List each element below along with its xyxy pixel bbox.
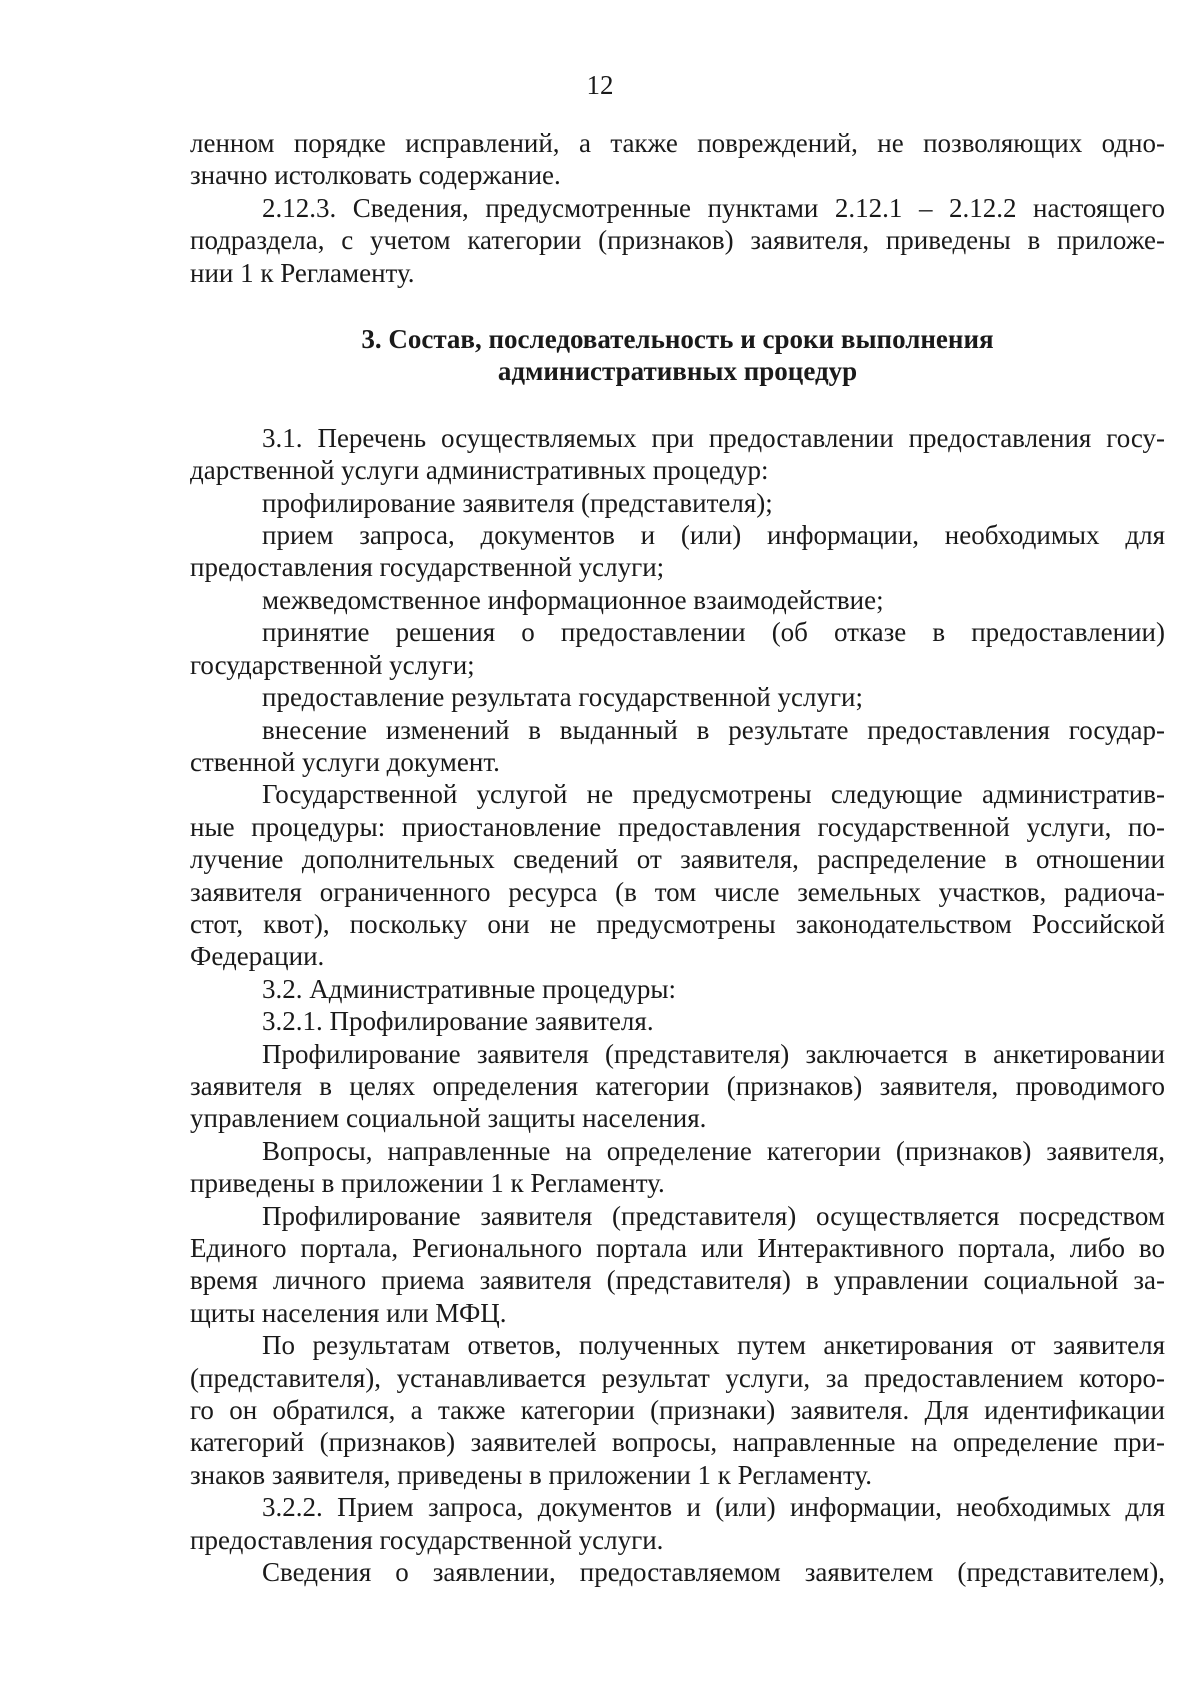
paragraph-line: принятие решения о предоставлении (об отказе в предоставлении): [262, 617, 1165, 648]
paragraph-line: Вопросы, направленные на определение категории (признаков) заявителя,: [262, 1135, 1165, 1166]
paragraph-line: стот, квот), поскольку они не предусмотрены законодательством Российской: [190, 908, 1165, 939]
paragraph-line: прием запроса, документов и (или) информации, необходимых для: [262, 520, 1165, 551]
page-number: 12: [586, 70, 614, 100]
paragraph-line: заявителя в целях определения категории (признаков) заявителя, проводимого: [190, 1070, 1165, 1101]
paragraph-line: знаков заявителя, приведены в приложении 1 к Регламенту.: [190, 1459, 872, 1490]
paragraph-line: ственной услуги документ.: [190, 746, 500, 777]
paragraph-line: 3.2. Административные процедуры:: [262, 973, 677, 1004]
paragraph-line: межведомственное информационное взаимодействие;: [262, 584, 884, 615]
paragraph-line: значно истолковать содержание.: [190, 160, 561, 191]
paragraph-line: предоставления государственной услуги;: [190, 552, 665, 583]
paragraph-line: заявителя ограниченного ресурса (в том числе земельных участков, радиоча-: [190, 876, 1165, 907]
paragraph-line: приведены в приложении 1 к Регламенту.: [190, 1168, 665, 1199]
section-heading-line: 3. Состав, последовательность и сроки выполнения: [361, 324, 994, 355]
paragraph-line: подраздела, с учетом категории (признаков) заявителя, приведены в приложе-: [190, 225, 1165, 256]
document-body: [190, 127, 1165, 1588]
paragraph-line: 3.2.1. Профилирование заявителя.: [262, 1006, 654, 1037]
paragraph-line: нии 1 к Регламенту.: [190, 257, 415, 288]
paragraph-line: профилирование заявителя (представителя);: [262, 487, 773, 518]
paragraphs-before-heading: [190, 127, 1165, 289]
paragraph-line: Сведения о заявлении, предоставляемом заявителем (представителем),: [262, 1557, 1165, 1588]
paragraph-line: ные процедуры: приостановление предоставления государственной услуги, по-: [190, 811, 1165, 842]
paragraph-line: 3.1. Перечень осуществляемых при предоставлении предоставления госу-: [262, 422, 1165, 453]
paragraph-line: время личного приема заявителя (представителя) в управлении социальной за-: [190, 1265, 1165, 1296]
paragraph-line: предоставления государственной услуги.: [190, 1524, 664, 1555]
paragraph-line: Государственной услугой не предусмотрены следующие административ-: [262, 779, 1165, 810]
paragraph-line: По результатам ответов, полученных путем анкетирования от заявителя: [262, 1330, 1165, 1361]
paragraph-line: Единого портала, Регионального портала или Интерактивного портала, либо во: [190, 1233, 1165, 1263]
paragraph-line: внесение изменений в выданный в результате предоставления государ-: [262, 714, 1165, 745]
paragraph-line: го он обратился, а также категории (признаки) заявителя. Для идентификации: [190, 1395, 1165, 1426]
section-heading-line: административных процедур: [497, 356, 858, 387]
paragraph-line: (представителя), устанавливается результат услуги, за предоставлением которо-: [190, 1362, 1165, 1393]
paragraph-line: Федерации.: [190, 941, 325, 972]
paragraphs-after-heading: [190, 422, 1165, 1589]
paragraph-line: Профилирование заявителя (представителя) заключается в анкетировании: [262, 1038, 1165, 1069]
section-heading: [190, 323, 1165, 388]
paragraph-line: ленном порядке исправлений, а также повреждений, не позволяющих одно-: [190, 128, 1165, 158]
paragraph-line: предоставление результата государственной услуги;: [262, 682, 863, 713]
paragraph-line: дарственной услуги административных процедур:: [190, 455, 769, 486]
paragraph-line: управлением социальной защиты населения.: [190, 1103, 707, 1134]
paragraph-line: Профилирование заявителя (представителя) осуществляется посредством: [262, 1200, 1165, 1231]
paragraph-line: щиты населения или МФЦ.: [190, 1297, 507, 1328]
paragraph-line: 2.12.3. Сведения, предусмотренные пунктами 2.12.1 – 2.12.2 настоящего: [262, 192, 1165, 223]
paragraph-line: лучение дополнительных сведений от заявителя, распределение в отношении: [190, 844, 1165, 875]
paragraph-line: государственной услуги;: [190, 649, 475, 680]
paragraph-line: категорий (признаков) заявителей вопросы, направленные на определение при-: [190, 1427, 1165, 1458]
paragraph-line: 3.2.2. Прием запроса, документов и (или) информации, необходимых для: [262, 1492, 1165, 1523]
